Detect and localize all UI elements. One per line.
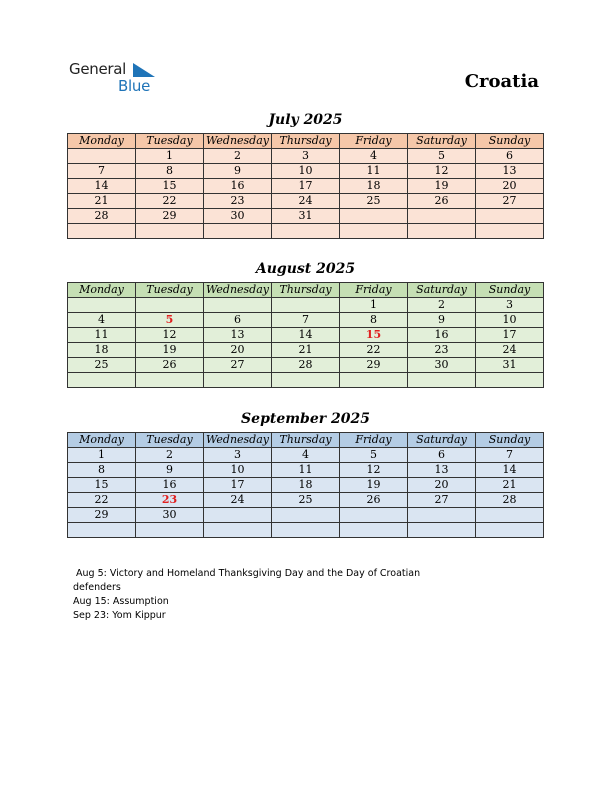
empty-day-cell	[476, 209, 544, 224]
day-cell: 13	[204, 328, 272, 343]
day-cell: 21	[272, 343, 340, 358]
day-cell: 14	[272, 328, 340, 343]
day-cell: 25	[340, 194, 408, 209]
empty-day-cell	[204, 523, 272, 538]
day-cell: 27	[408, 493, 476, 508]
weekday-header: Monday	[68, 283, 136, 298]
empty-day-cell	[408, 508, 476, 523]
weekday-header: Monday	[68, 134, 136, 149]
day-cell: 5	[408, 149, 476, 164]
day-cell: 5	[340, 448, 408, 463]
day-cell: 29	[340, 358, 408, 373]
day-cell: 23	[408, 343, 476, 358]
empty-day-cell	[340, 523, 408, 538]
day-cell: 24	[204, 493, 272, 508]
weekday-header: Tuesday	[136, 283, 204, 298]
day-cell: 12	[408, 164, 476, 179]
day-cell: 27	[204, 358, 272, 373]
empty-day-cell	[136, 224, 204, 239]
day-cell: 4	[68, 313, 136, 328]
day-cell: 11	[272, 463, 340, 478]
empty-day-cell	[408, 373, 476, 388]
day-cell: 8	[340, 313, 408, 328]
day-cell: 10	[272, 164, 340, 179]
weekday-header: Wednesday	[204, 283, 272, 298]
month-title: September 2025	[241, 411, 370, 427]
month-title: July 2025	[268, 112, 343, 128]
day-cell: 9	[136, 463, 204, 478]
day-cell: 1	[68, 448, 136, 463]
weekday-header-row	[68, 433, 544, 448]
weekday-header: Thursday	[272, 283, 340, 298]
weekday-header: Tuesday	[136, 134, 204, 149]
day-cell: 15	[136, 179, 204, 194]
day-cell: 4	[272, 448, 340, 463]
day-cell: 23	[136, 493, 204, 508]
empty-day-cell	[476, 508, 544, 523]
day-cell: 28	[272, 358, 340, 373]
empty-day-cell	[272, 298, 340, 313]
day-cell: 14	[68, 179, 136, 194]
empty-day-cell	[476, 224, 544, 239]
empty-day-cell	[68, 523, 136, 538]
day-cell: 10	[476, 313, 544, 328]
holiday-note: Aug 5: Victory and Homeland Thanksgiving Day and the Day of Croatian	[73, 568, 421, 579]
day-cell: 29	[68, 508, 136, 523]
empty-day-cell	[68, 373, 136, 388]
empty-day-cell	[68, 149, 136, 164]
weekday-header: Friday	[340, 283, 408, 298]
day-cell: 22	[340, 343, 408, 358]
holiday-note: Sep 23: Yom Kippur	[73, 610, 166, 621]
day-cell: 29	[136, 209, 204, 224]
day-cell: 8	[68, 463, 136, 478]
week-row	[68, 523, 544, 538]
week-row	[68, 209, 544, 224]
empty-day-cell	[204, 508, 272, 523]
weekday-header: Wednesday	[204, 134, 272, 149]
empty-day-cell	[476, 373, 544, 388]
holiday-notes	[73, 567, 420, 623]
empty-day-cell	[272, 523, 340, 538]
day-cell: 28	[476, 493, 544, 508]
day-cell: 26	[136, 358, 204, 373]
day-cell: 15	[68, 478, 136, 493]
weekday-header: Saturday	[408, 283, 476, 298]
day-cell: 16	[408, 328, 476, 343]
day-cell: 6	[204, 313, 272, 328]
weekday-header: Saturday	[408, 134, 476, 149]
weekday-header: Friday	[340, 134, 408, 149]
generalblue-logo	[69, 60, 159, 96]
week-row	[68, 313, 544, 328]
day-cell: 25	[68, 358, 136, 373]
week-row	[68, 358, 544, 373]
empty-day-cell	[204, 224, 272, 239]
day-cell: 9	[408, 313, 476, 328]
empty-day-cell	[204, 298, 272, 313]
day-cell: 5	[136, 313, 204, 328]
day-cell: 10	[204, 463, 272, 478]
day-cell: 17	[476, 328, 544, 343]
week-row	[68, 298, 544, 313]
day-cell: 23	[204, 194, 272, 209]
week-row	[68, 373, 544, 388]
holiday-note: Aug 15: Assumption	[73, 596, 169, 607]
day-cell: 9	[204, 164, 272, 179]
weekday-header: Friday	[340, 433, 408, 448]
empty-day-cell	[68, 224, 136, 239]
day-cell: 3	[204, 448, 272, 463]
weekday-header: Sunday	[476, 433, 544, 448]
weekday-header: Monday	[68, 433, 136, 448]
weekday-header: Sunday	[476, 283, 544, 298]
logo-triangle-icon	[133, 63, 155, 77]
empty-day-cell	[340, 224, 408, 239]
day-cell: 24	[272, 194, 340, 209]
weekday-header: Wednesday	[204, 433, 272, 448]
empty-day-cell	[340, 508, 408, 523]
day-cell: 19	[136, 343, 204, 358]
logo-text-general: General	[69, 60, 127, 78]
empty-day-cell	[476, 523, 544, 538]
day-cell: 2	[408, 298, 476, 313]
day-cell: 20	[204, 343, 272, 358]
day-cell: 11	[68, 328, 136, 343]
day-cell: 26	[340, 493, 408, 508]
month-calendar-table	[67, 282, 544, 388]
day-cell: 6	[476, 149, 544, 164]
empty-day-cell	[204, 373, 272, 388]
empty-day-cell	[408, 209, 476, 224]
empty-day-cell	[136, 373, 204, 388]
week-row	[68, 328, 544, 343]
day-cell: 6	[408, 448, 476, 463]
day-cell: 7	[272, 313, 340, 328]
week-row	[68, 508, 544, 523]
day-cell: 13	[476, 164, 544, 179]
day-cell: 12	[340, 463, 408, 478]
day-cell: 16	[204, 179, 272, 194]
day-cell: 7	[68, 164, 136, 179]
holiday-note: defenders	[73, 582, 121, 593]
day-cell: 26	[408, 194, 476, 209]
weekday-header: Thursday	[272, 134, 340, 149]
day-cell: 3	[272, 149, 340, 164]
week-row	[68, 164, 544, 179]
day-cell: 11	[340, 164, 408, 179]
day-cell: 30	[204, 209, 272, 224]
weekday-header: Saturday	[408, 433, 476, 448]
month-title: August 2025	[255, 261, 356, 277]
empty-day-cell	[68, 298, 136, 313]
empty-day-cell	[136, 298, 204, 313]
empty-day-cell	[340, 373, 408, 388]
week-row	[68, 194, 544, 209]
week-row	[68, 149, 544, 164]
day-cell: 14	[476, 463, 544, 478]
day-cell: 22	[68, 493, 136, 508]
empty-day-cell	[340, 209, 408, 224]
empty-day-cell	[408, 224, 476, 239]
day-cell: 16	[136, 478, 204, 493]
empty-day-cell	[272, 508, 340, 523]
day-cell: 22	[136, 194, 204, 209]
week-row	[68, 343, 544, 358]
day-cell: 7	[476, 448, 544, 463]
week-row	[68, 224, 544, 239]
weekday-header: Tuesday	[136, 433, 204, 448]
day-cell: 15	[340, 328, 408, 343]
day-cell: 1	[136, 149, 204, 164]
day-cell: 24	[476, 343, 544, 358]
day-cell: 19	[408, 179, 476, 194]
day-cell: 28	[68, 209, 136, 224]
month-calendar-table	[67, 432, 544, 538]
day-cell: 2	[136, 448, 204, 463]
day-cell: 17	[204, 478, 272, 493]
day-cell: 17	[272, 179, 340, 194]
logo-text-blue: Blue	[118, 77, 150, 95]
day-cell: 30	[136, 508, 204, 523]
weekday-header-row	[68, 134, 544, 149]
day-cell: 1	[340, 298, 408, 313]
empty-day-cell	[136, 523, 204, 538]
day-cell: 2	[204, 149, 272, 164]
weekday-header: Sunday	[476, 134, 544, 149]
day-cell: 4	[340, 149, 408, 164]
week-row	[68, 179, 544, 194]
day-cell: 21	[476, 478, 544, 493]
day-cell: 30	[408, 358, 476, 373]
day-cell: 18	[68, 343, 136, 358]
empty-day-cell	[272, 373, 340, 388]
week-row	[68, 493, 544, 508]
week-row	[68, 478, 544, 493]
day-cell: 20	[476, 179, 544, 194]
week-row	[68, 448, 544, 463]
month-calendar-table	[67, 133, 544, 239]
day-cell: 13	[408, 463, 476, 478]
day-cell: 21	[68, 194, 136, 209]
week-row	[68, 463, 544, 478]
day-cell: 25	[272, 493, 340, 508]
day-cell: 8	[136, 164, 204, 179]
day-cell: 19	[340, 478, 408, 493]
day-cell: 3	[476, 298, 544, 313]
day-cell: 31	[272, 209, 340, 224]
weekday-header: Thursday	[272, 433, 340, 448]
day-cell: 12	[136, 328, 204, 343]
day-cell: 18	[272, 478, 340, 493]
day-cell: 31	[476, 358, 544, 373]
day-cell: 20	[408, 478, 476, 493]
empty-day-cell	[272, 224, 340, 239]
day-cell: 27	[476, 194, 544, 209]
day-cell: 18	[340, 179, 408, 194]
country-title: Croatia	[464, 71, 539, 92]
weekday-header-row	[68, 283, 544, 298]
empty-day-cell	[408, 523, 476, 538]
